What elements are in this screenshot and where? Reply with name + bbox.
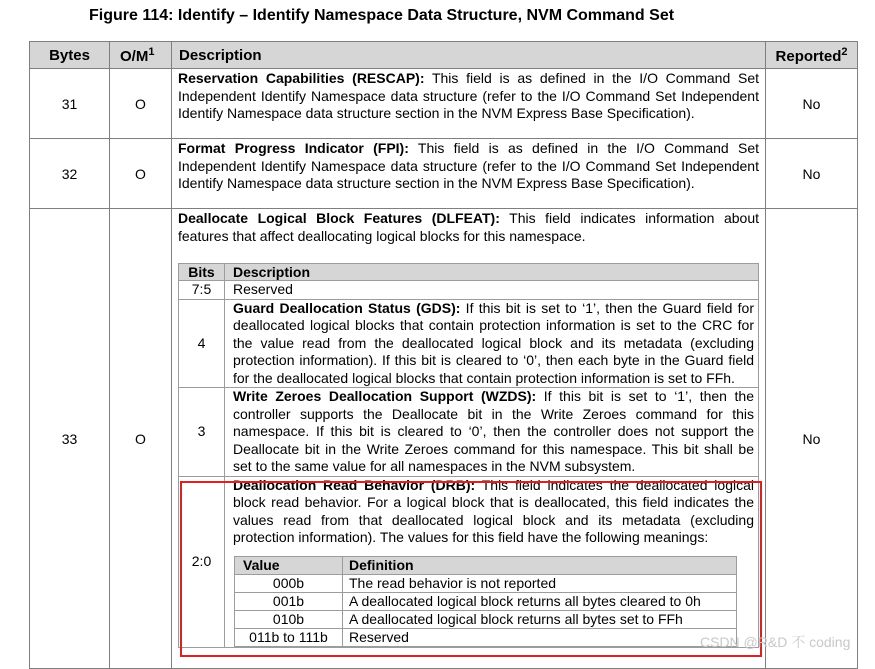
- reported-cell: No: [766, 209, 858, 669]
- bits-cell: 3: [179, 388, 225, 477]
- bits-row: [179, 281, 759, 300]
- bit-field-text: If this bit is set to ‘1’, then the Guard field for deallocated logical blocks that contain protection information is set to the CRC for the value read from the deallocated logical block and its metadata (excluding protection information). If this bit is cleared to ‘0’, then each byte in the Guard field for the deallocated logical blocks that contain protection information is set to FFh.: [233, 299, 755, 386]
- header-reported-footnote: 2: [841, 45, 848, 58]
- value-row: [235, 610, 737, 628]
- value-header: Value: [235, 556, 343, 574]
- field-text: This field is as defined in the I/O Command Set Independent Identify Namespace data structure (refer to the I/O Command Set Independent Identify Namespace data structure section in the NVM Express Base Specification).: [178, 70, 759, 121]
- bits-row: [179, 476, 759, 647]
- bytes-cell: 32: [30, 139, 110, 209]
- bits-table: [178, 263, 759, 648]
- bit-field-title: Deallocation Read Behavior (DRB):: [233, 476, 476, 493]
- bits-cell: 2:0: [179, 476, 225, 647]
- bits-header: Bits: [179, 264, 225, 281]
- header-om-footnote: 1: [148, 45, 155, 58]
- description-cell: [172, 209, 766, 669]
- description-cell: [172, 69, 766, 139]
- header-reported: Reported$^2$: [766, 42, 858, 69]
- om-cell: O: [110, 139, 172, 209]
- bits-row: [179, 299, 759, 388]
- bit-field-title: Guard Deallocation Status (GDS):: [233, 299, 461, 316]
- header-description: Description: [172, 42, 766, 69]
- value-cell: 000b: [235, 574, 343, 592]
- value-header-row: [235, 556, 737, 574]
- om-cell: O: [110, 69, 172, 139]
- description-cell: [172, 139, 766, 209]
- definition-cell: Reserved: [343, 628, 737, 646]
- reported-cell: No: [766, 139, 858, 209]
- header-bytes: Bytes: [30, 42, 110, 69]
- reported-cell: No: [766, 69, 858, 139]
- table-row: [30, 209, 858, 669]
- bytes-cell: 31: [30, 69, 110, 139]
- figure-caption: Figure 114: Identify – Identify Namespace Data Structure, NVM Command Set: [89, 7, 675, 24]
- field-title: Reservation Capabilities (RESCAP):: [178, 70, 425, 86]
- bits-desc-cell: Reserved: [225, 281, 759, 300]
- value-row: [235, 574, 737, 592]
- field-title: Deallocate Logical Block Features (DLFEAT):: [178, 210, 500, 226]
- value-cell: 011b to 111b: [235, 628, 343, 646]
- bits-cell: 4: [179, 299, 225, 388]
- bits-desc-header: Description: [225, 264, 759, 281]
- bits-desc-cell: [225, 476, 759, 647]
- value-cell: 001b: [235, 592, 343, 610]
- watermark: CSDN @R&D 不 coding: [700, 634, 851, 650]
- value-table: [234, 556, 737, 647]
- value-row: [235, 592, 737, 610]
- bit-field-title: Write Zeroes Deallocation Support (WZDS):: [233, 388, 537, 404]
- bit-field-text: If this bit is set to ‘1’, then the controller supports the Deallocate bit in the Write Zeroes command for this namespace. If this bit is cleared to ‘0’, then the controller does not support the Deallocate bit in the Write Zeroes command for this namespace. This bit shall be set to the same value for all namespaces in the NVM subsystem.: [233, 388, 755, 474]
- bit-field-text: This field indicates the deallocated logical block read behavior. For a logical block that is deallocated, this field indicates the values read from that deallocated logical block and its metadata (excluding protection information). The values for this field have the following meanings:: [233, 476, 754, 545]
- bits-row: [179, 388, 759, 477]
- definition-cell: A deallocated logical block returns all bytes set to FFh: [343, 610, 737, 628]
- header-row: [30, 42, 858, 69]
- field-text: This field is as defined in the I/O Command Set Independent Identify Namespace data structure (refer to the I/O Command Set Independent Identify Namespace data structure section in the NVM Express Base Specification).: [178, 140, 759, 191]
- value-cell: 010b: [235, 610, 343, 628]
- bits-desc-cell: [225, 388, 759, 477]
- om-cell: O: [110, 209, 172, 669]
- bits-desc-cell: [225, 299, 759, 388]
- definition-cell: The read behavior is not reported: [343, 574, 737, 592]
- bytes-cell: 33: [30, 209, 110, 669]
- field-text: This field indicates information about features that affect deallocating logical blocks for this namespace.: [178, 210, 759, 244]
- table-row: [30, 69, 858, 139]
- bits-header-row: [179, 264, 759, 281]
- value-row: [235, 628, 737, 646]
- definition-cell: A deallocated logical block returns all bytes cleared to 0h: [343, 592, 737, 610]
- field-title: Format Progress Indicator (FPI):: [178, 140, 409, 156]
- bits-cell: 7:5: [179, 281, 225, 300]
- header-om: $O/M^1$: [110, 42, 172, 69]
- definition-header: Definition: [343, 556, 737, 574]
- namespace-data-structure-table: [29, 41, 858, 669]
- table-row: [30, 139, 858, 209]
